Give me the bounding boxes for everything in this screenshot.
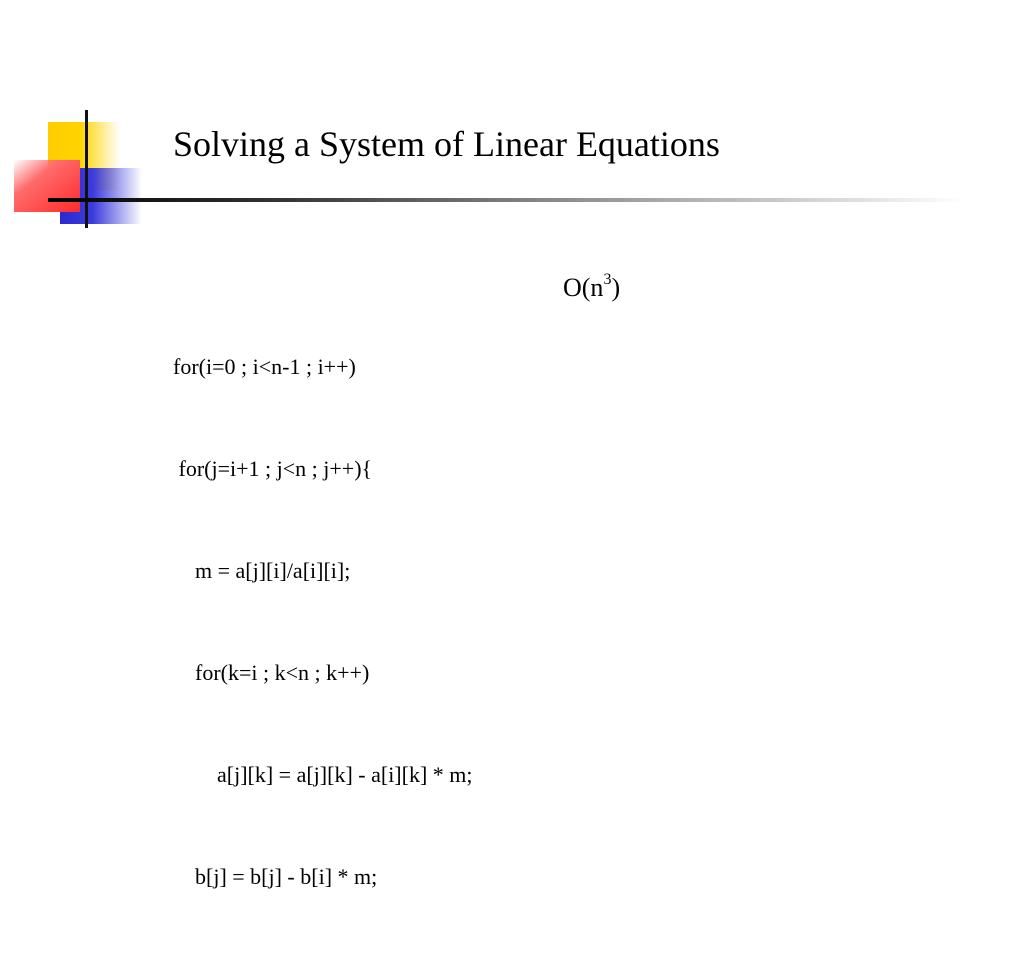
logo-red-square bbox=[14, 160, 80, 212]
complexity-exponent: 3 bbox=[603, 271, 612, 289]
logo-vertical-line bbox=[85, 110, 88, 228]
code-line: a[j][k] = a[j][k] - a[i][k] * m; bbox=[173, 762, 473, 787]
complexity-base: O(n bbox=[563, 273, 604, 302]
code-line: b[j] = b[j] - b[i] * m; bbox=[173, 864, 378, 889]
code-line: for(k=i ; k<n ; k++) bbox=[173, 660, 370, 685]
code-block bbox=[173, 282, 473, 962]
slide-title: Solving a System of Linear Equations bbox=[173, 124, 720, 164]
code-line: for(j=i+1 ; j<n ; j++){ bbox=[173, 456, 373, 481]
code-line: for(i=0 ; i<n-1 ; i++) bbox=[173, 354, 356, 379]
decorative-logo bbox=[0, 0, 160, 240]
complexity-label bbox=[563, 272, 620, 304]
complexity-close: ) bbox=[611, 273, 621, 302]
code-line: m = a[j][i]/a[i][i]; bbox=[173, 558, 351, 583]
title-underline-rule bbox=[48, 198, 968, 202]
